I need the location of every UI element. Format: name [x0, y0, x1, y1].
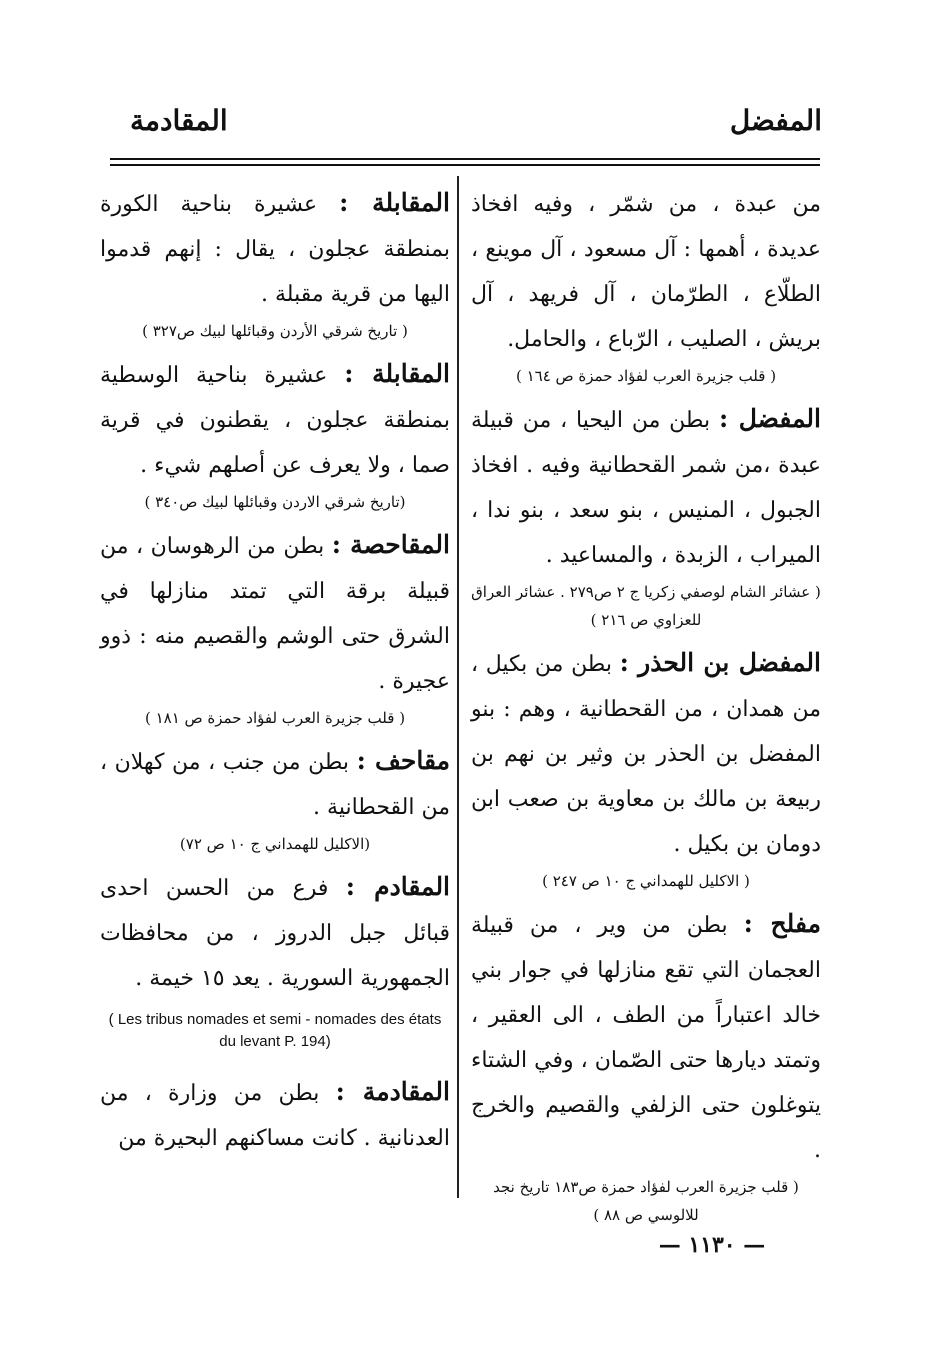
entry-headword: المقابلة :: [344, 359, 450, 388]
running-head-right: المفضل: [729, 104, 822, 137]
entry-headword: المقاحصة :: [331, 530, 450, 559]
entry-text: فرع من الحسن احدى قبائل جبل الدروز ، من محافظات الجمهورية السورية . يعد ١٥ خيمة .: [100, 876, 450, 991]
entry-reference: ( قلب جزيرة العرب لفؤاد حمزة ص ١٦٤ ): [515, 367, 777, 385]
entry-text: من عبدة ، من شمّر ، وفيه افخاذ عديدة ، أهمها : آل مسعود ، آل موينع ، الطلّاع ، الطرّمان ، آل فريهد ، آل بريش ، الصليب ، الرّباع ، والحامل.: [471, 192, 821, 352]
page-header: [100, 104, 822, 154]
entry: [100, 864, 450, 1063]
left-column: [100, 180, 450, 1161]
entry-text: بطن من جنب ، من كهلان ، من القحطانية .: [100, 750, 450, 820]
entry-text: بطن من اليحيا ، من قبيلة عبدة ،من شمر القحطانية وفيه . افخاذ الجبول ، المنيس ، بنو سعد ، بنو ندا ، الميراب ، الزبدة ، والمساعيد .: [471, 408, 821, 568]
entry: [100, 738, 450, 858]
entry-text: عشيرة بناحية الكورة بمنطقة عجلون ، يقال : إنهم قدموا اليها من قرية مقبلة .: [100, 192, 450, 307]
entry-text: بطن من وزارة ، من العدنانية . كانت مساكنهم البحيرة من: [100, 1081, 450, 1151]
running-head-left: المقادمة: [130, 104, 228, 137]
entry-headword: المقادم :: [345, 872, 451, 901]
entry: [471, 640, 821, 895]
entry-reference: (تاريخ شرقي الاردن وقبائلها لبيك ص٣٤٠ ): [144, 493, 406, 511]
entry-text: عشيرة بناحية الوسطية بمنطقة عجلون ، يقطنون في قرية صما ، ولا يعرف عن أصلهم شيء .: [100, 363, 450, 478]
right-column: [471, 180, 821, 1235]
page-number: — ١١٣٠ —: [658, 1232, 766, 1258]
entry-headword: مقاحف :: [356, 746, 451, 775]
entry-headword: مفلح :: [743, 909, 821, 938]
entry-reference: ( تاريخ شرقي الأردن وقبائلها لبيك ص٣٢٧ ): [142, 322, 408, 340]
entry: [100, 522, 450, 732]
entry-headword: المفضل :: [718, 404, 821, 433]
header-rule-bottom: [110, 164, 820, 166]
entry-reference: ( عشائر الشام لوصفي زكريا ج ٢ ص٢٧٩ . عشائر العراق للعزاوي ص ٢١٦ ): [471, 583, 821, 629]
entry-reference: ( قلب جزيرة العرب لفؤاد حمزة ص١٨٣ تاريخ نجد للالوسي ص ٨٨ ): [493, 1178, 799, 1224]
entry-headword: المقابلة :: [339, 188, 450, 217]
entry-reference: (الاكليل للهمداني ج ١٠ ص ٧٢): [179, 835, 371, 853]
entry: [471, 901, 821, 1229]
entry: [100, 1069, 450, 1161]
entry-reference-latin: ( Les tribus nomades et semi - nomades des états du levant P. 194): [108, 1011, 442, 1050]
entry: [471, 396, 821, 634]
entry-reference: ( الاكليل للهمداني ج ١٠ ص ٢٤٧ ): [542, 872, 750, 890]
entry-text: بطن من الرهوسان ، من قبيلة برقة التي تمتد منازلها في الشرق حتى الوشم والقصيم منه : ذوو عجيرة .: [100, 534, 450, 694]
entry-reference: ( قلب جزيرة العرب لفؤاد حمزة ص ١٨١ ): [144, 709, 406, 727]
column-divider: [457, 176, 459, 1198]
entry-text: بطن من وير ، من قبيلة العجمان التي تقع منازلها في جوار بني خالد اعتباراً من الطف ، الى العقير ، وتمتد ديارها حتى الصّمان ، وفي الشتاء يتوغلون حتى الزلفي والقصيم والخرج .: [471, 913, 821, 1163]
entry-headword: المقادمة :: [335, 1077, 450, 1106]
entry-headword: المفضل بن الحذر :: [619, 648, 821, 677]
entry: [100, 351, 450, 516]
header-rule-top: [110, 158, 820, 160]
entry: [471, 180, 821, 390]
entry-text: بطن من بكيل ، من همدان ، من القحطانية ، وهم : بنو المفضل بن الحذر بن وثير بن نهم بن ربيعة بن مالك بن معاوية بن صعب ابن دومان بن بكيل .: [471, 652, 821, 857]
entry: [100, 180, 450, 345]
